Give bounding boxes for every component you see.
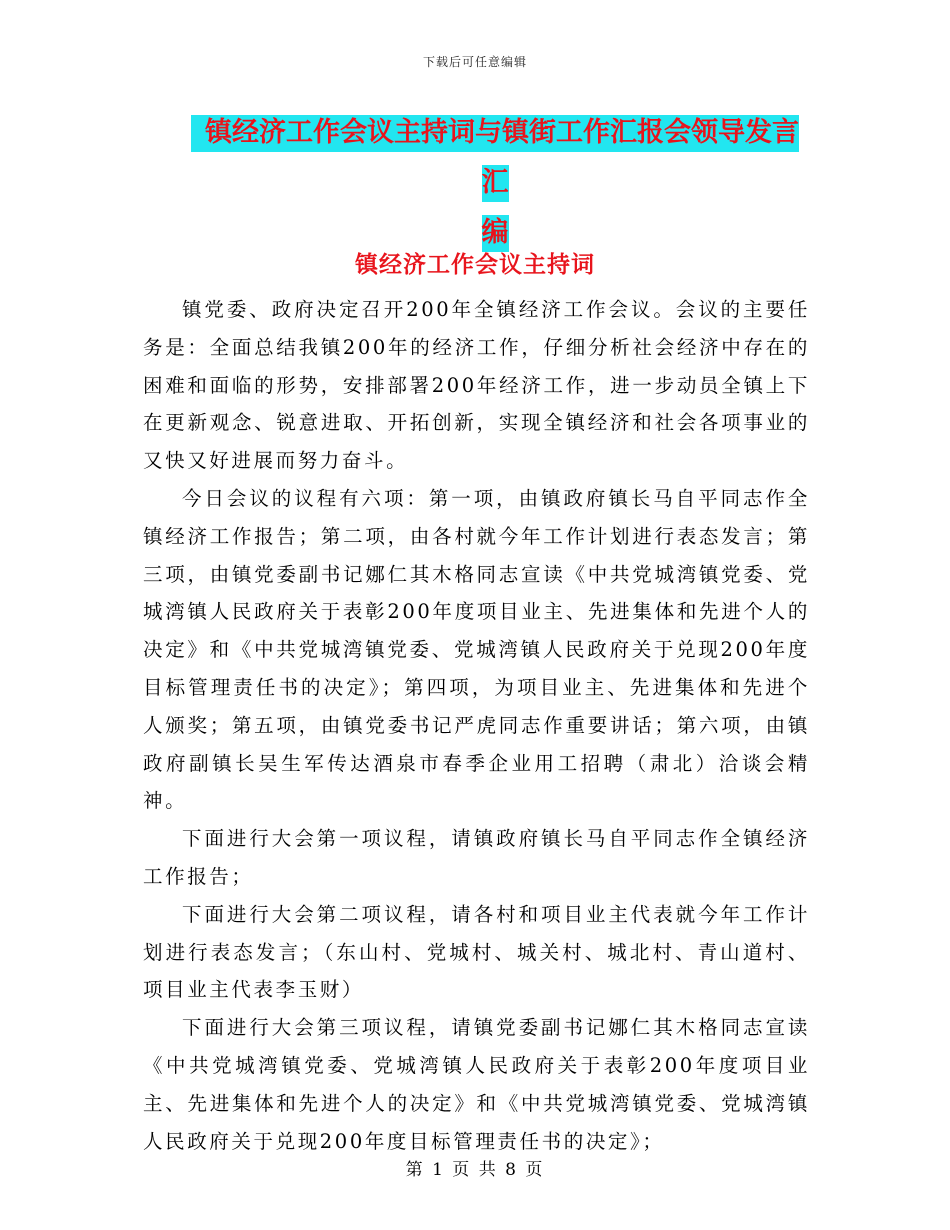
paragraph: 今日会议的议程有六项：第一项，由镇政府镇长马自平同志作全镇经济工作报告；第二项，由各村就今年工作计划进行表态发言；第三项，由镇党委副书记娜仁其木格同志宣读《中共党城湾镇党委、党城湾镇人民政府关于表彰200年度项目业主、先进集体和先进个人的决定》和《中共党城湾镇党委、党城湾镇人民政府关于兑现200年度目标管理责任书的决定》；第四项，为项目业主、先进集体和先进个人颁奖；第五项，由镇党委书记严虎同志作重要讲话；第六项，由镇政府副镇长吴生军传达酒泉市春季企业用工招聘（肃北）洽谈会精神。 xyxy=(143,486,810,813)
paragraph: 下面进行大会第一项议程，请镇政府镇长马自平同志作全镇经济工作报告； xyxy=(143,827,810,888)
header-note: 下载后可任意编辑 xyxy=(422,55,527,69)
paragraph: 下面进行大会第二项议程，请各村和项目业主代表就今年工作计划进行表态发言；（东山村、党城村、城关村、城北村、青山道村、项目业主代表李玉财） xyxy=(143,902,810,1002)
page-footer: 第 1 页 共 8 页 xyxy=(405,1160,545,1180)
body-text xyxy=(143,291,810,1160)
section-title: 镇经济工作会议主持词 xyxy=(355,252,595,278)
paragraph: 镇党委、政府决定召开200年全镇经济工作会议。会议的主要任务是：全面总结我镇200年的经济工作，仔细分析社会经济中存在的困难和面临的形势，安排部署200年经济工作，进一步动员全镇上下在更新观念、锐意进取、开拓创新，实现全镇经济和社会各项事业的又快又好进展而努力奋斗。 xyxy=(143,298,810,473)
paragraph: 下面进行大会第三项议程，请镇党委副书记娜仁其木格同志宣读《中共党城湾镇党委、党城湾镇人民政府关于表彰200年度项目业主、先进集体和先进个人的决定》和《中共党城湾镇党委、党城湾镇人民政府关于兑现200年度目标管理责任书的决定》； xyxy=(143,1016,810,1153)
title-line-1 xyxy=(180,108,810,208)
title-line-1-text: 镇经济工作会议主持词与镇街工作汇报会领导发言汇 xyxy=(191,115,799,202)
title-line-2-text: 编 xyxy=(482,215,509,252)
document-title xyxy=(180,108,810,258)
